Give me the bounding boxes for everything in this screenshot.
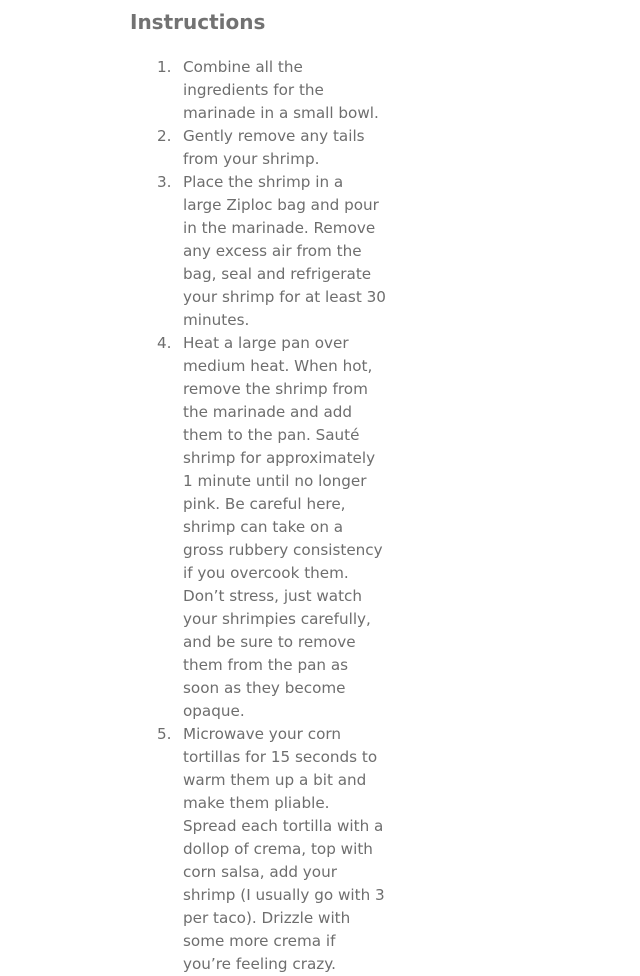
- step-text: Microwave your corn tortillas for 15 seconds to warm them up a bit and make them pliable. Spread each tortilla with a dollop of crema, top with corn salsa, add your shrimp (I usually go with 3 per taco). Drizzle with some more crema if you’re feeling crazy.: [183, 725, 385, 973]
- instruction-step-4: [154, 332, 386, 723]
- instruction-step-3: [154, 171, 386, 332]
- step-number: 3.: [157, 173, 172, 191]
- step-number: 4.: [157, 334, 172, 352]
- step-text: Gently remove any tails from your shrimp.: [183, 127, 365, 168]
- instruction-list: [154, 56, 386, 976]
- step-number: 5.: [157, 725, 172, 743]
- step-number: 2.: [157, 127, 172, 145]
- instruction-step-5: [154, 723, 386, 976]
- step-number: 1.: [157, 58, 172, 76]
- step-text: Heat a large pan over medium heat. When hot, remove the shrimp from the marinade and add them to the pan. Sauté shrimp for approximately 1 minute until no longer pink. Be careful here, shrimp can take on a gross rubbery consistency if you overcook them. Don’t stress, just watch your shrimpies carefully, and be sure to remove them from the pan as soon as they become opaque.: [183, 334, 383, 720]
- section-title: Instructions: [130, 10, 266, 34]
- step-text: Combine all the ingredients for the marinade in a small bowl.: [183, 58, 379, 122]
- instruction-step-2: [154, 125, 386, 171]
- recipe-instructions: [130, 0, 430, 973]
- instruction-step-1: [154, 56, 386, 125]
- step-text: Place the shrimp in a large Ziploc bag and pour in the marinade. Remove any excess air from the bag, seal and refrigerate your shrimp for at least 30 minutes.: [183, 173, 386, 329]
